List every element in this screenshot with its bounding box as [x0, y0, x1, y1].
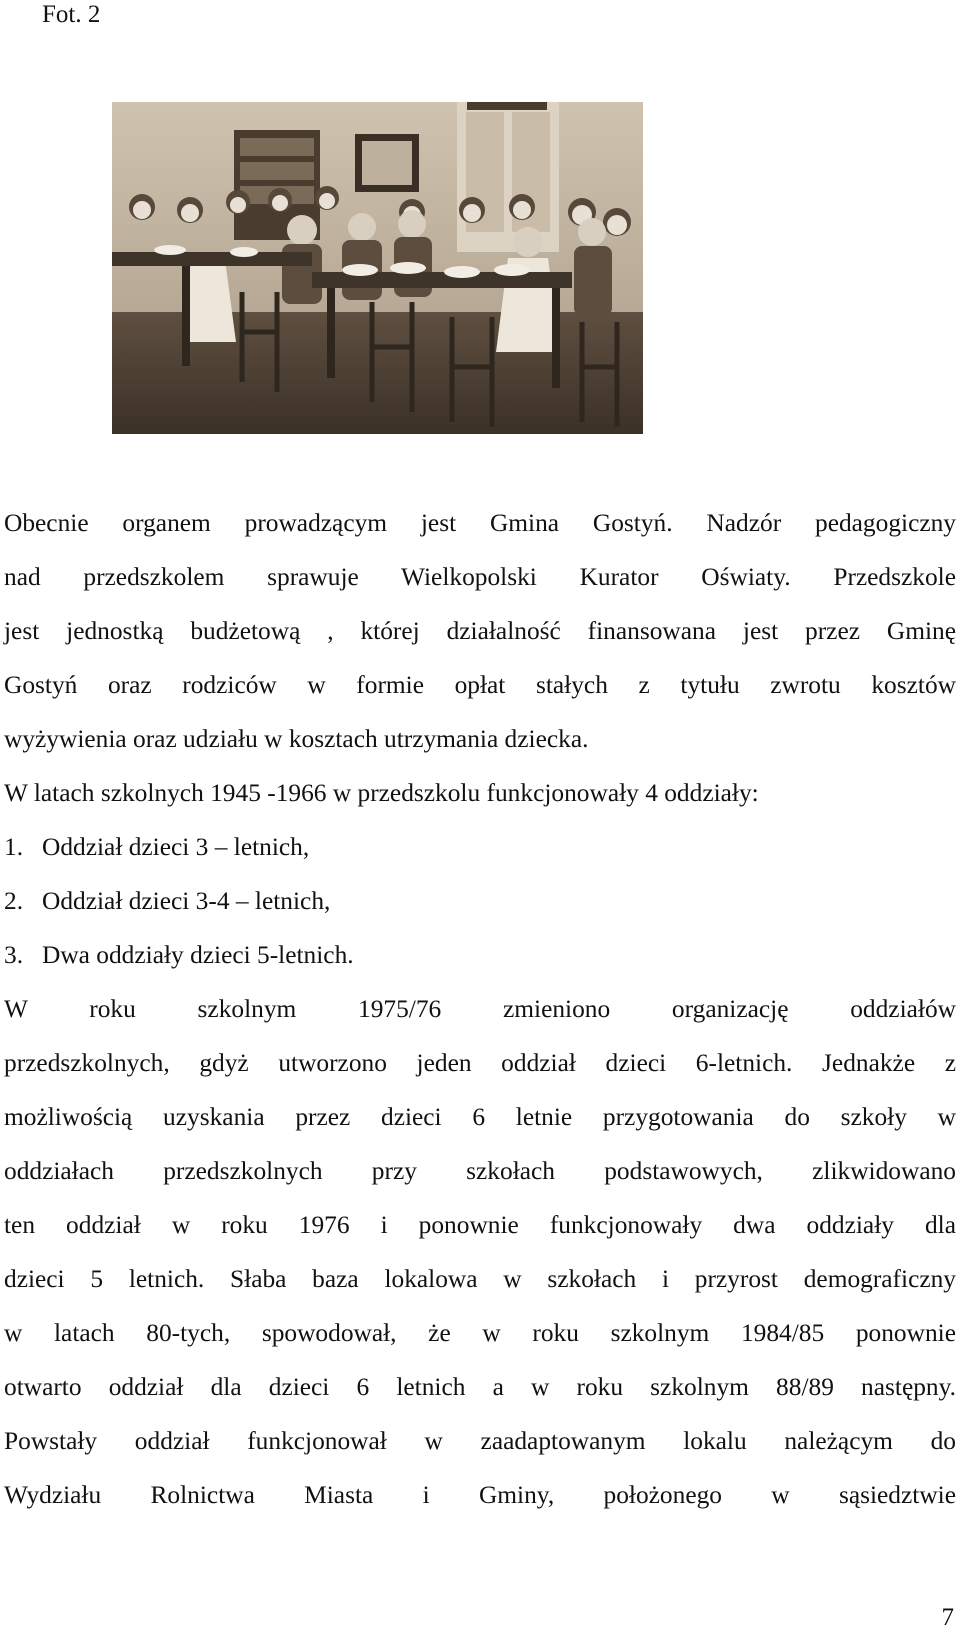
paragraph-3-line: przedszkolnych, gdyż utworzono jeden oddział dzieci 6-letnich. Jednakże z	[4, 1049, 956, 1077]
paragraph-3-line: Wydziału Rolnictwa Miasta i Gminy, położonego w sąsiedztwie	[4, 1481, 956, 1509]
photo-kindergarten-dining-room-icon	[112, 102, 643, 434]
paragraph-1-line: Obecnie organem prowadzącym jest Gmina Gostyń. Nadzór pedagogiczny	[4, 509, 956, 537]
list-item	[4, 928, 956, 982]
paragraph-3-line: ten oddział w roku 1976 i ponownie funkcjonowały dwa oddziały dla	[4, 1211, 956, 1239]
list-item	[4, 874, 956, 928]
list-item-number: 2.	[4, 887, 24, 915]
paragraph-3-line: otwarto oddział dla dzieci 6 letnich a w roku szkolnym 88/89 następny.	[4, 1373, 956, 1401]
list-item-number: 1.	[4, 833, 24, 861]
paragraph-2-intro: W latach szkolnych 1945 -1966 w przedszkolu funkcjonowały 4 oddziały:	[4, 779, 759, 807]
list-item-text: Dwa oddziały dzieci 5-letnich.	[42, 941, 354, 969]
paragraph-3-line: możliwością uzyskania przez dzieci 6 letnie przygotowania do szkoły w	[4, 1103, 956, 1131]
paragraph-3-line: W roku szkolnym 1975/76 zmieniono organizację oddziałów	[4, 995, 956, 1023]
list-item-text: Oddział dzieci 3-4 – letnich,	[42, 887, 331, 915]
paragraph-3-line: w latach 80-tych, spowodował, że w roku szkolnym 1984/85 ponownie	[4, 1319, 956, 1347]
paragraph-3-line: dzieci 5 letnich. Słaba baza lokalowa w szkołach i przyrost demograficzny	[4, 1265, 956, 1293]
paragraph-1-line: Gostyń oraz rodziców w formie opłat stałych z tytułu zwrotu kosztów	[4, 671, 956, 699]
list-item	[4, 820, 956, 874]
paragraph-1-line: wyżywienia oraz udziału w kosztach utrzymania dziecka.	[4, 725, 589, 753]
historical-photo	[112, 102, 643, 434]
paragraph-1-line: jest jednostką budżetową , której działalność finansowana jest przez Gminę	[4, 617, 956, 645]
paragraph-1-line: nad przedszkolem sprawuje Wielkopolski Kurator Oświaty. Przedszkole	[4, 563, 956, 591]
paragraph-3-line: oddziałach przedszkolnych przy szkołach podstawowych, zlikwidowano	[4, 1157, 956, 1185]
page-number: 7	[941, 1604, 954, 1631]
body-text	[4, 496, 956, 1522]
paragraph-3-line: Powstały oddział funkcjonował w zaadaptowanym lokalu należącym do	[4, 1427, 956, 1455]
list-item-text: Oddział dzieci 3 – letnich,	[42, 833, 310, 861]
photo-caption: Fot. 2	[42, 1, 101, 28]
list-item-number: 3.	[4, 941, 24, 969]
